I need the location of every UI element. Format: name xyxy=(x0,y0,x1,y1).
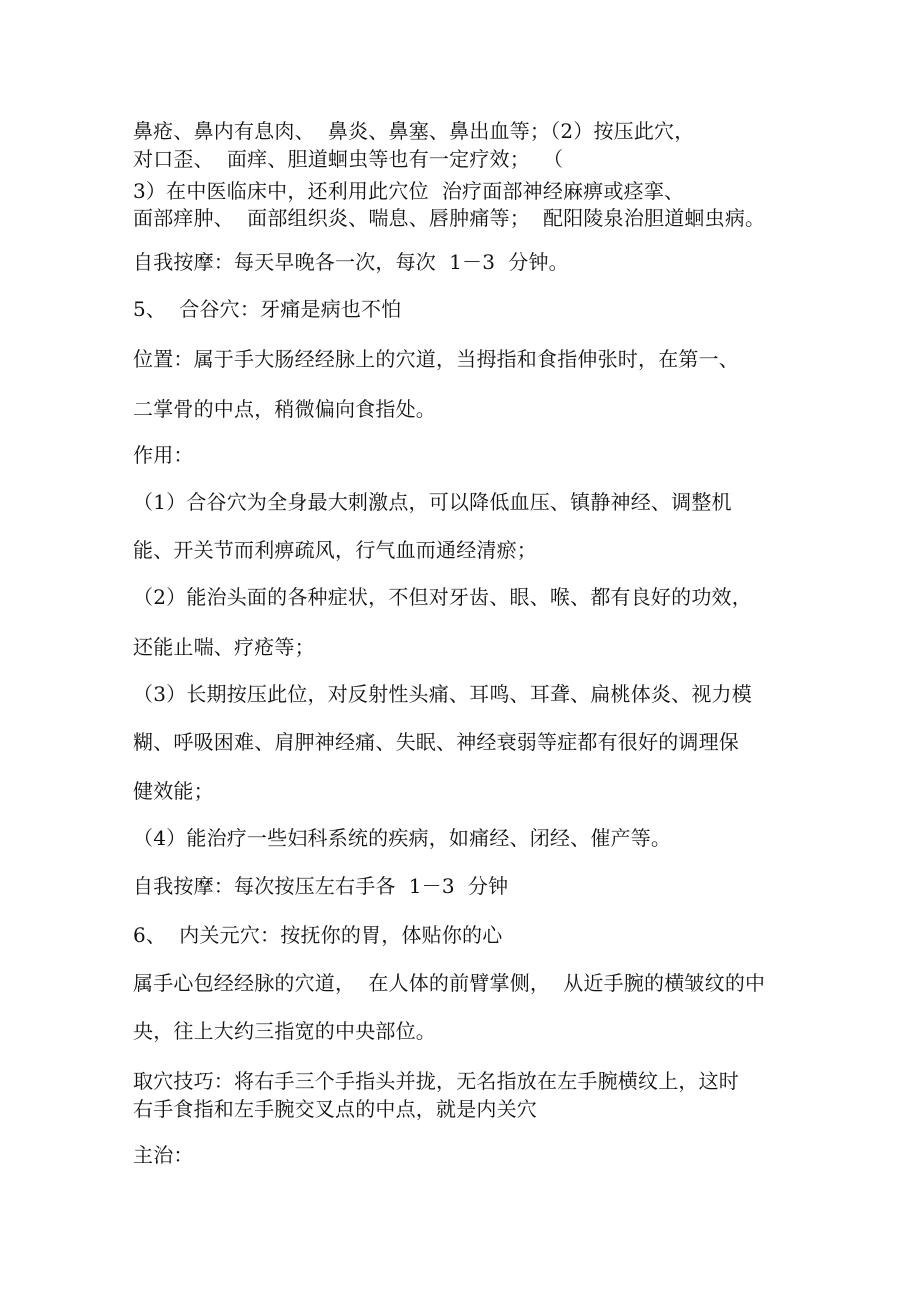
text-line: 二掌骨的中点，稍微偏向食指处。 xyxy=(133,397,436,421)
text-line: （2）能治头面的各种症状，不但对牙齿、眼、喉、都有良好的功效， xyxy=(133,585,752,609)
text-line: 自我按摩：每天早晚各一次，每次 1－3 分钟。 xyxy=(133,250,569,274)
text-line: 面部痒肿、 面部组织炎、喘息、唇肿痛等； 配阳陵泉治胆道蛔虫病。 xyxy=(133,206,766,230)
text-line: 作用： xyxy=(133,443,194,467)
text-line: 取穴技巧：将右手三个手指头并拢，无名指放在左手腕横纹上，这时 xyxy=(133,1069,739,1093)
text-line: 主治： xyxy=(133,1143,194,1167)
section-heading: 6、 内关元穴：按抚你的胃，体贴你的心 xyxy=(133,923,503,947)
text-line: 位置：属于手大肠经经脉上的穴道，当拇指和食指伸张时，在第一、 xyxy=(133,347,739,371)
text-line: 健效能； xyxy=(133,779,214,803)
text-line: 央，往上大约三指宽的中央部位。 xyxy=(133,1019,436,1043)
text-line: （4）能治疗一些妇科系统的疾病，如痛经、闭经、催产等。 xyxy=(133,826,672,850)
text-line: 还能止喘、疗疮等； xyxy=(133,635,315,659)
text-line: 糊、呼吸困难、肩胛神经痛、失眠、神经衰弱等症都有很好的调理保 xyxy=(133,730,739,754)
section-heading: 5、 合谷穴：牙痛是病也不怕 xyxy=(133,297,402,321)
text-line: 能、开关节而利痹疏风，行气血而通经清瘀； xyxy=(133,538,537,562)
text-line: （1）合谷穴为全身最大刺激点，可以降低血压、镇静神经、调整机 xyxy=(133,490,732,514)
text-line: 对口歪、 面痒、胆道蛔虫等也有一定疗效； （ xyxy=(133,147,564,171)
text-line: 鼻疮、鼻内有息肉、 鼻炎、鼻塞、鼻出血等；（2）按压此穴， xyxy=(133,119,695,143)
text-line: 3）在中医临床中，还利用此穴位 治疗面部神经麻痹或痉挛、 xyxy=(133,179,685,203)
text-line: （3）长期按压此位，对反射性头痛、耳鸣、耳聋、扁桃体炎、视力模 xyxy=(133,682,752,706)
text-line: 自我按摩：每次按压左右手各 1－3 分钟 xyxy=(133,874,509,898)
text-line: 右手食指和左手腕交叉点的中点，就是内关穴 xyxy=(133,1097,537,1121)
text-line: 属手心包经经脉的穴道， 在人体的前臂掌侧， 从近手腕的横皱纹的中 xyxy=(133,971,766,995)
